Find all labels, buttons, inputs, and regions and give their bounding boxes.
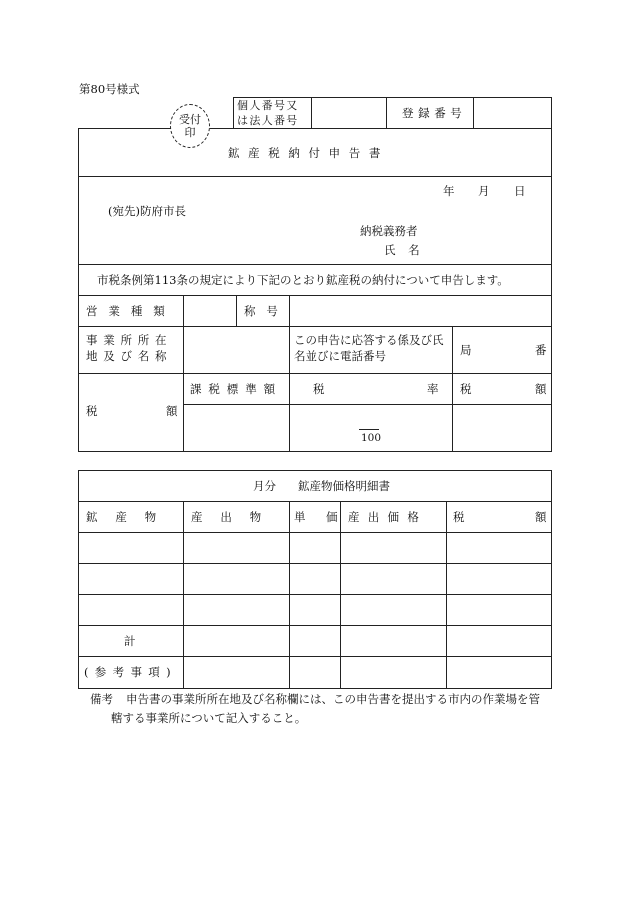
- remarks-line-2: 轄する事業所について記入すること。: [111, 711, 307, 725]
- tax-amount-field[interactable]: [452, 404, 552, 452]
- tax-col-label-r: 額: [535, 382, 547, 396]
- remarks-line-1: 申告書の事業所所在地及び名称欄には、この申告書を提出する市内の作業場を管: [126, 692, 540, 706]
- v-tax-2: [289, 373, 290, 452]
- tax-rate-field[interactable]: [340, 412, 398, 426]
- office-label-2: 地及び名称: [86, 349, 173, 363]
- reference-label: (参考事項): [84, 665, 177, 679]
- detail-cell-r2-output[interactable]: [184, 564, 289, 594]
- rate-fraction-line: [359, 429, 379, 430]
- receipt-stamp: [170, 104, 210, 148]
- form-title: 鉱産税納付申告書: [228, 146, 389, 160]
- v-business-2: [236, 295, 237, 327]
- col-mineral: 鉱産物: [86, 510, 174, 524]
- business-type-field[interactable]: [183, 295, 236, 327]
- detail-cell-r3-tax[interactable]: [447, 595, 551, 625]
- business-type-label: [86, 306, 178, 318]
- detail-cell-r2-unit-price[interactable]: [290, 564, 340, 594]
- rate-denominator: 100: [361, 432, 382, 444]
- tax-rate-label-r: 率: [427, 382, 439, 396]
- col-unit-price-l: 単: [294, 510, 306, 524]
- date-year: 年: [443, 184, 455, 198]
- detail-cell-r2-mineral[interactable]: [79, 564, 183, 594]
- remarks-label: 備考: [90, 692, 113, 706]
- v-office-2: [289, 326, 290, 374]
- detail-cell-r3-output-value[interactable]: [341, 595, 446, 625]
- reference-field[interactable]: [184, 657, 551, 688]
- detail-title-month: 月分: [253, 479, 276, 493]
- col-unit-price-r: 価: [326, 510, 338, 524]
- detail-cell-r1-tax[interactable]: [447, 533, 551, 563]
- detail-cell-r1-output[interactable]: [184, 533, 289, 563]
- office-label-1: 事業所所在: [86, 333, 173, 347]
- divider-declaration-top: [78, 264, 552, 265]
- date-day: 日: [514, 184, 526, 198]
- registration-label: 登録番号: [402, 106, 467, 120]
- date-month: 月: [478, 184, 490, 198]
- divider-tax-top: [78, 373, 552, 374]
- stamp-text-1: 受付: [179, 113, 201, 126]
- tax-amount-label-r: 額: [166, 404, 178, 418]
- detail-cell-r1-mineral[interactable]: [79, 533, 183, 563]
- addressee: (宛先)防府市長: [108, 204, 186, 218]
- detail-cell-r2-tax[interactable]: [447, 564, 551, 594]
- declaration-text: 市税条例第113条の規定により下記のとおり鉱産税の納付について申告します。: [97, 273, 509, 287]
- trade-name-field[interactable]: [289, 295, 552, 327]
- divider-title: [78, 176, 552, 177]
- tax-base-field[interactable]: [183, 404, 289, 452]
- office-field[interactable]: [183, 326, 289, 374]
- phone-field[interactable]: [452, 326, 552, 374]
- bureau-label: 局: [460, 343, 472, 357]
- tax-base-label: 課税標準額: [190, 382, 282, 396]
- registration-field[interactable]: [473, 97, 552, 129]
- number-label: 番: [535, 343, 547, 357]
- contact-label-2: 名並びに電話番号: [294, 349, 386, 363]
- detail-divider-header: [78, 501, 552, 502]
- detail-cell-r3-unit-price[interactable]: [290, 595, 340, 625]
- col-tax-r: 額: [535, 510, 547, 524]
- detail-title: 鉱産物価格明細書: [298, 479, 390, 493]
- total-output-value-field[interactable]: [341, 626, 446, 656]
- col-tax-l: 税: [453, 510, 465, 524]
- total-tax-field[interactable]: [447, 626, 551, 656]
- contact-label-1: この申告に応答する係及び氏: [294, 333, 444, 347]
- col-output: 産出物: [191, 510, 279, 524]
- trade-name-label: 称号: [244, 304, 289, 318]
- form-number: 第80号様式: [79, 82, 140, 96]
- tax-rate-label-l: 税: [313, 382, 325, 396]
- my-number-label-2: は法人番号: [237, 114, 299, 127]
- tax-amount-label-l: 税: [86, 404, 98, 418]
- col-output-value: 産出価格: [348, 510, 428, 524]
- tax-col-label-l: 税: [460, 382, 472, 396]
- detail-cell-r2-output-value[interactable]: [341, 564, 446, 594]
- detail-cell-r3-mineral[interactable]: [79, 595, 183, 625]
- detail-cell-r3-output[interactable]: [184, 595, 289, 625]
- detail-cell-r1-output-value[interactable]: [341, 533, 446, 563]
- taxpayer-name-label: 氏名: [384, 243, 433, 257]
- my-number-label: 個人番号又: [237, 99, 299, 112]
- taxpayer-label: 納税義務者: [360, 224, 418, 238]
- stamp-text-2: 印: [184, 126, 196, 139]
- detail-cell-r1-unit-price[interactable]: [290, 533, 340, 563]
- total-unit-price-field[interactable]: [290, 626, 340, 656]
- total-output-field[interactable]: [184, 626, 289, 656]
- my-number-field[interactable]: [311, 97, 387, 129]
- total-label: 計: [124, 634, 136, 648]
- business-type-text: 営業種類: [86, 304, 176, 318]
